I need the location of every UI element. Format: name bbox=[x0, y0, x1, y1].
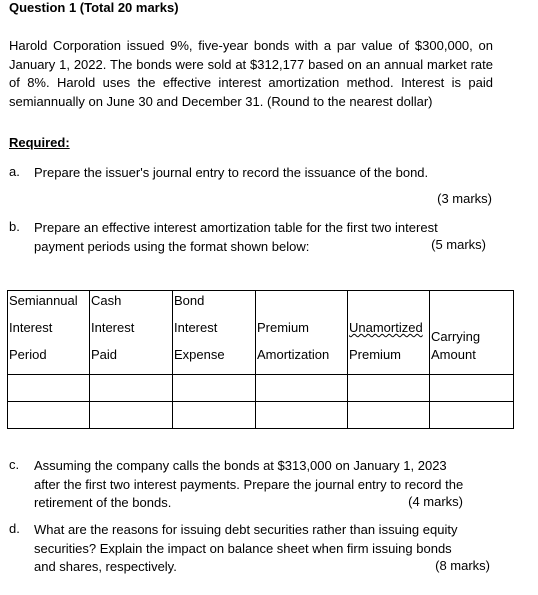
header-line: Interest bbox=[174, 320, 218, 335]
item-b-line: Prepare an effective interest amortization table for the first two interest bbox=[34, 220, 438, 235]
table-cell bbox=[256, 402, 348, 429]
header-line: Unamortized bbox=[349, 320, 423, 335]
item-c-line: retirement of the bonds. bbox=[34, 495, 172, 510]
table-row bbox=[8, 402, 514, 429]
item-b-marks: (5 marks) bbox=[431, 237, 486, 252]
item-c-letter: c. bbox=[9, 457, 20, 472]
header-cell-cash bbox=[90, 291, 173, 375]
item-c-marks: (4 marks) bbox=[408, 494, 463, 509]
header-line: Paid bbox=[91, 347, 118, 362]
item-b-text bbox=[34, 219, 438, 256]
item-d-line: and shares, respectively. bbox=[34, 559, 177, 574]
table-cell bbox=[173, 402, 256, 429]
item-d-text bbox=[34, 521, 457, 577]
table-cell bbox=[430, 402, 514, 429]
table-cell bbox=[90, 375, 173, 402]
item-b-line: payment periods using the format shown below: bbox=[34, 238, 310, 254]
table-cell bbox=[173, 375, 256, 402]
item-a-line: Prepare the issuer's journal entry to record the issuance of the bond. bbox=[34, 165, 429, 180]
item-d-line: securities? Explain the impact on balance sheet when firm issuing bonds bbox=[34, 540, 452, 556]
header-cell-bond bbox=[173, 291, 256, 375]
table-cell bbox=[348, 375, 430, 402]
table-cell bbox=[90, 402, 173, 429]
table-cell bbox=[8, 402, 90, 429]
table-header-row bbox=[8, 291, 514, 375]
question-title: Question 1 (Total 20 marks) bbox=[9, 0, 179, 15]
header-line: Interest bbox=[91, 320, 135, 335]
header-line: Expense bbox=[174, 347, 225, 362]
item-a-letter: a. bbox=[9, 164, 20, 179]
table-cell bbox=[430, 375, 514, 402]
table-row bbox=[8, 375, 514, 402]
item-c-line: after the first two interest payments. Prepare the journal entry to record the bbox=[34, 476, 464, 492]
item-c-line: Assuming the company calls the bonds at $313,000 on January 1, 2023 bbox=[34, 458, 447, 473]
item-b-letter: b. bbox=[9, 219, 20, 234]
header-line: Amortization bbox=[257, 347, 330, 362]
header-line: Carrying bbox=[431, 329, 481, 344]
required-label: Required: bbox=[9, 135, 70, 150]
item-d-line: What are the reasons for issuing debt securities rather than issuing equity bbox=[34, 522, 458, 537]
amortization-table bbox=[7, 290, 514, 429]
header-cell-unamortized-premium bbox=[348, 291, 430, 375]
table-cell bbox=[348, 402, 430, 429]
question-intro: Harold Corporation issued 9%, five-year bonds with a par value of $300,000, on January 1, 2022. The bonds were sold at $312,177 based on an annual market rate of 8%. Harold uses the effective interest amortization method. Interest is paid semiannually on June 30 and December 31. (Round to the nearest dollar) bbox=[9, 38, 493, 109]
header-line: Semiannual bbox=[9, 293, 78, 308]
item-d-letter: d. bbox=[9, 521, 20, 536]
header-line: Bond bbox=[174, 293, 205, 308]
header-line: Cash bbox=[91, 293, 122, 308]
item-d-marks: (8 marks) bbox=[435, 558, 490, 573]
header-line: Period bbox=[9, 347, 47, 362]
item-a-text bbox=[34, 164, 428, 183]
item-a-marks: (3 marks) bbox=[437, 191, 492, 206]
header-line: Premium bbox=[257, 320, 310, 335]
item-c-text bbox=[34, 457, 463, 513]
header-cell-semiannual bbox=[8, 291, 90, 375]
table-cell bbox=[8, 375, 90, 402]
header-line: Premium bbox=[349, 347, 402, 362]
header-line: Interest bbox=[9, 320, 53, 335]
header-cell-carrying-amount bbox=[430, 291, 514, 375]
header-line: Amount bbox=[431, 347, 476, 362]
header-cell-premium-amortization bbox=[256, 291, 348, 375]
table-cell bbox=[256, 375, 348, 402]
